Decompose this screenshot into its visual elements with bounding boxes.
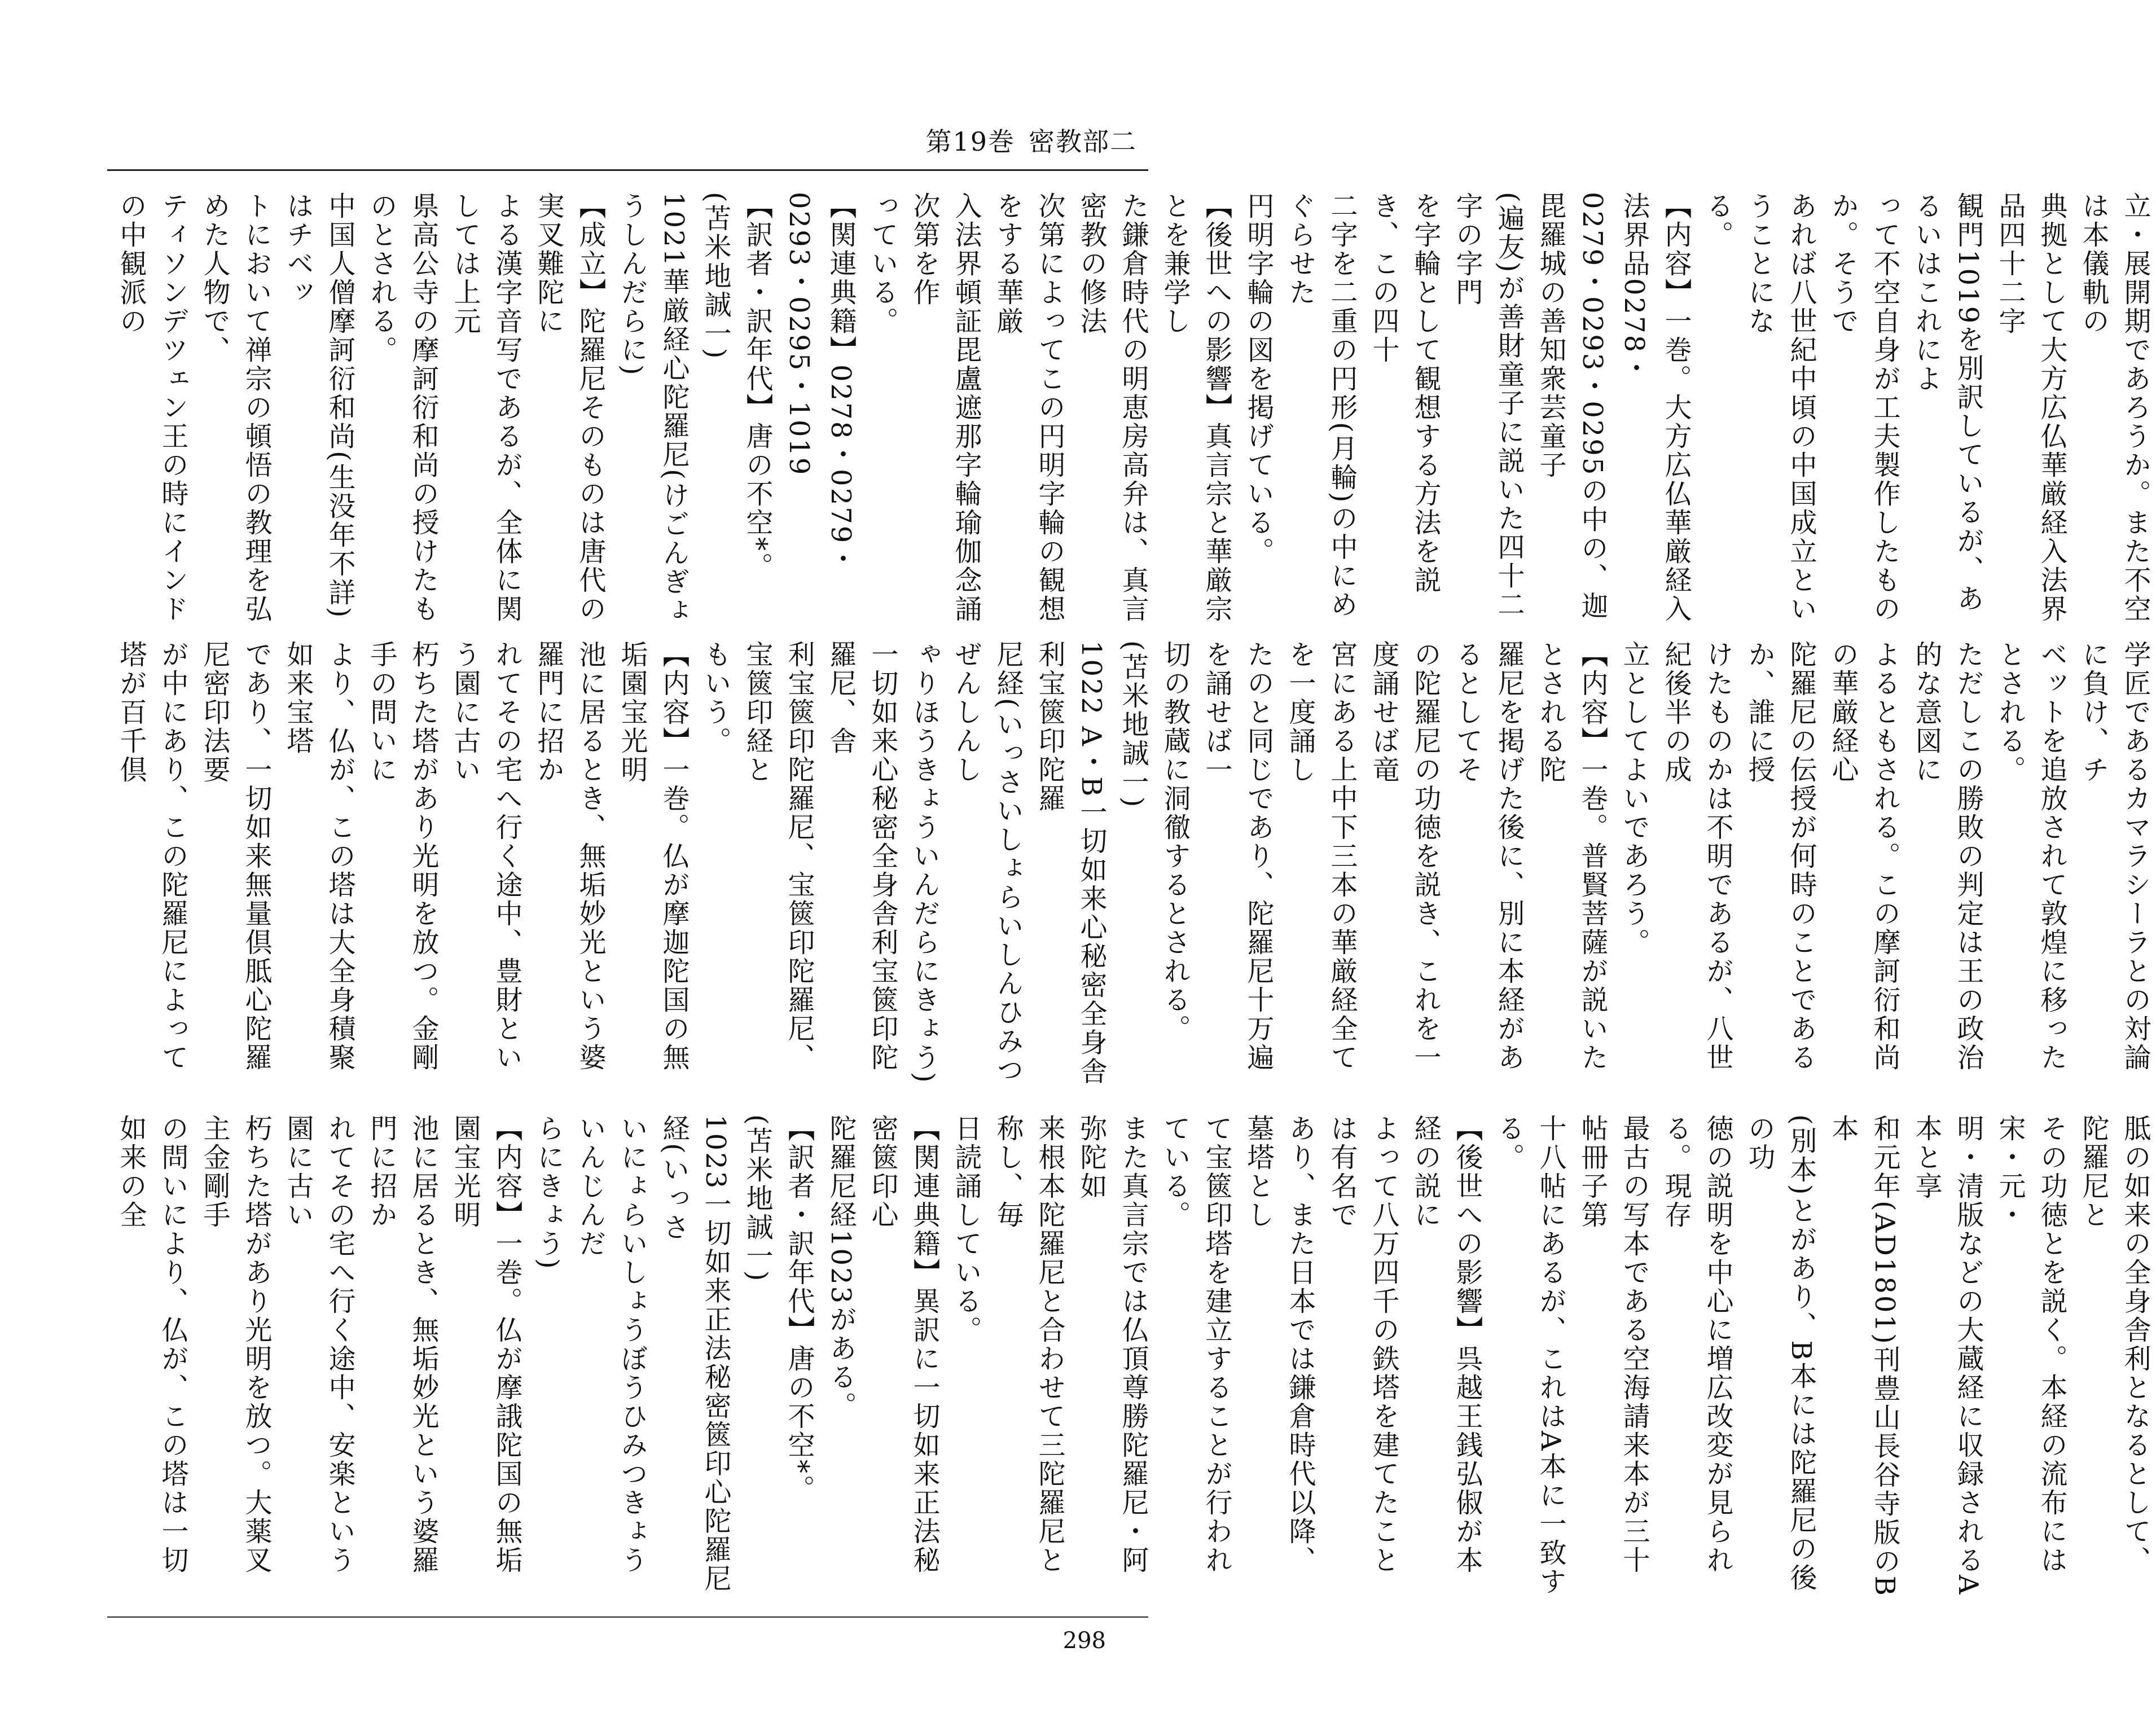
text-line: 十八帖にあるが、これはA本に一致する。 (1493, 1114, 1566, 1596)
text-line: 来根本陀羅尼と合わせて三陀羅尼と称し、毎 (992, 1114, 1065, 1575)
text-line: 【内容】一巻。仏が摩迦陀国の無垢園宝光明 (616, 640, 690, 1072)
text-line: 入法界頓証毘盧遮那字輪瑜伽念誦次第を作 (908, 192, 982, 623)
text-line: トにおいて禅宗の頓悟の教理を弘めた人物で、 (199, 192, 272, 623)
text-line: を字輪として観想する方法を説き、この四十 (1368, 192, 1441, 595)
text-line: て宝篋印塔を建立することが行われている。 (1159, 1114, 1232, 1575)
text-line: いにょらいしょうぼうひみつきょういんじんだ (574, 1114, 648, 1575)
text-line: 【訳者・訳年代】唐の不空*。 (783, 1114, 815, 1504)
text-line: もいう。 (700, 640, 731, 755)
text-line: 尼経(いっさいしょらいしんひみつぜんしんし (950, 640, 1024, 1084)
text-line: 陀羅尼経1023がある。 (825, 1114, 857, 1421)
vertical-text-column (110, 192, 2156, 626)
vertical-text-column (110, 1114, 2156, 1600)
text-line: (苫米地誠一) (1117, 640, 1149, 809)
text-line: ゃりほうきょういんだらにきょう) (908, 640, 940, 1084)
text-line: ベットを追放されて敦煌に移ったとされる。 (1994, 640, 2067, 1072)
text-line: の問いにより、仏が、この塔は一切如来の全 (115, 1114, 188, 1575)
text-line: たのと同じであり、陀羅尼十万遍を誦せば一 (1201, 640, 1274, 1072)
text-line: また真言宗では仏頂尊勝陀羅尼・阿弥陀如 (1075, 1114, 1149, 1575)
text-line: ただしこの勝敗の判定は王の政治的な意図に (1911, 640, 1984, 1072)
text-line: 典拠として大方広仏華厳経入法界品四十二字 (1994, 192, 2067, 623)
text-tier-3 (110, 1114, 2151, 1600)
text-line: 中国人僧摩訶衍和尚(生没年不詳)はチベッ (282, 192, 355, 620)
text-line: けたものかは不明であるが、八世紀後半の成 (1660, 640, 1733, 1072)
text-line: た鎌倉時代の明恵房高弁は、真言密教の修法 (1075, 192, 1149, 623)
text-line: 明・清版などの大蔵経に収録されるA本と享 (1911, 1114, 1984, 1596)
text-line: (苫米地誠一) (741, 1114, 773, 1283)
text-line: 朽ちた塔があり光明を放つ。金剛手の問いに (366, 640, 439, 1072)
text-line: れてその宅へ行く途中、安楽という園に古い (282, 1114, 355, 1575)
text-line: 切の教蔵に洞徹するとされる。 (1159, 640, 1191, 1043)
text-line: あり、また日本では鎌倉時代以降、墓塔とし (1242, 1114, 1316, 1575)
section-label: 密教部二 (1029, 126, 1137, 157)
text-line: る。 (1702, 192, 1733, 249)
header-rule (107, 169, 1148, 171)
volume-label: 第19巻 (925, 126, 1015, 157)
text-line: (苫米地誠一) (700, 192, 731, 361)
vertical-text-column (110, 640, 2156, 1100)
text-line: 次第によってこの円明字輪の観想をする華厳 (992, 192, 1065, 623)
text-line: あれば八世紀中頃の中国成立ということにな (1744, 192, 1817, 623)
text-line: より、仏が、この塔は大全身積聚如来宝塔 (282, 640, 355, 1072)
text-line: 円明字輪の図を掲げている。 (1242, 192, 1274, 566)
text-line: その功徳とを説く。本経の流布には宋・元・ (1994, 1114, 2067, 1575)
footer-rule (107, 1616, 1148, 1618)
text-line: 0279・0293・0295の中の、迦毘羅城の善知衆芸童子 (1535, 192, 1608, 621)
text-line: の陀羅尼の功徳を説き、これを一度誦せば竜 (1368, 640, 1441, 1072)
text-line: 陀羅尼の伝授が何時のことであるか、誰に授 (1744, 640, 1817, 1072)
text-line: 【後世への影響】真言宗と華厳宗とを兼学し (1159, 192, 1232, 623)
text-line: 【関連典籍】0278・0279・0293・0295・1019 (783, 192, 857, 574)
text-line: 羅尼を掲げた後に、別に本経があるとしてそ (1451, 640, 1525, 1072)
text-line: れてその宅へ行く途中、豊財という園に古い (449, 640, 522, 1072)
text-tier-1 (110, 192, 2151, 626)
text-line: よるともされる。この摩訶衍和尚の華厳経心 (1827, 640, 1900, 1072)
text-line: 1022 A・B一切如来心秘密全身舎利宝篋印陀羅 (1034, 640, 1107, 1086)
text-line: っている。 (867, 192, 898, 336)
text-line: 【訳者・訳年代】唐の不空*。 (741, 192, 773, 581)
text-line: 最古の写本である空海請来本が三十帖冊子第 (1577, 1114, 1650, 1575)
running-header (925, 126, 1137, 157)
text-line: 観門1019を別訳しているが、あるいはこれによ (1911, 192, 1984, 613)
text-line: 和元年(AD1801)刊豊山長谷寺版のB本 (1827, 1114, 1900, 1598)
text-line: らにきょう) (533, 1114, 564, 1271)
text-line: 池に居るとき、無垢妙光という婆羅門に招か (533, 640, 606, 1072)
text-line: 【関連典籍】異訳に一切如来正法秘密篋印心 (867, 1114, 940, 1575)
text-line: 【内容】一巻。仏が摩誐陀国の無垢園宝光明 (449, 1114, 522, 1575)
text-line: よって八万四千の鉄塔を建てたことは有名で (1326, 1114, 1399, 1575)
text-line: 朽ちた塔があり光明を放つ。大薬叉主金剛手 (199, 1114, 272, 1575)
text-line: 【後世への影響】呉越王銭弘俶が本経の説に (1409, 1114, 1483, 1575)
text-line: (別本)とがあり、B本には陀羅尼の後の功 (1744, 1114, 1817, 1592)
text-line: 【成立】陀羅尼そのものは唐代の実叉難陀に (533, 192, 606, 623)
text-line: 立・展開期であろうか。また不空は本儀軌の (2078, 192, 2151, 623)
text-line: 日読誦している。 (950, 1114, 982, 1345)
text-line: が中にあり、この陀羅尼によって塔が百千倶 (115, 640, 188, 1072)
text-line: 立としてよいであろう。 (1618, 640, 1650, 957)
text-line: 二字を二重の円形(月輪)の中にめぐらせた (1284, 192, 1358, 620)
text-line: よる漢字音写であるが、全体に関しては上元 (449, 192, 522, 623)
text-line: 一切如来心秘密全身舎利宝篋印陀羅尼、舎 (825, 640, 898, 1072)
text-line: 利宝篋印陀羅尼、宝篋印陀羅尼、宝篋印経と (741, 640, 815, 1072)
text-line: って不空自身が工夫製作したものか。そうで (1827, 192, 1900, 623)
text-line: 徳の説明を中心に増広改変が見られる。現存 (1660, 1114, 1733, 1575)
text-line: (遍友)が善財童子に説いた四十二字の字門 (1451, 192, 1525, 620)
text-line: 1021華厳経心陀羅尼(けごんぎょうしんだらに) (616, 192, 690, 625)
text-line: 宮にある上中下三本の華厳経全てを一度誦し (1284, 640, 1358, 1072)
text-line: 学匠であるカマラシーラとの対論に負け、チ (2078, 640, 2151, 1072)
text-line: 【内容】一巻。大方広仏華厳経入法界品0278・ (1618, 192, 1692, 623)
text-line: 【内容】一巻。普賢菩薩が説いたとされる陀 (1535, 640, 1608, 1072)
text-line: 胝の如来の全身舎利となるとして、陀羅尼と (2078, 1114, 2151, 1575)
text-line: 1023一切如来正法秘密篋印心陀羅尼経(いっさ (658, 1114, 731, 1593)
text-line: 県高公寺の摩訶衍和尚の授けたものとされる。 (366, 192, 439, 623)
page-number: 298 (1062, 1628, 1106, 1654)
text-tier-2 (110, 640, 2151, 1100)
text-line: 池に居るとき、無垢妙光という婆羅門に招か (366, 1114, 439, 1575)
text-line: ティソンデツェン王の時にインドの中観派の (115, 192, 188, 623)
text-line: であり、一切如来無量倶胝心陀羅尼密印法要 (199, 640, 272, 1072)
